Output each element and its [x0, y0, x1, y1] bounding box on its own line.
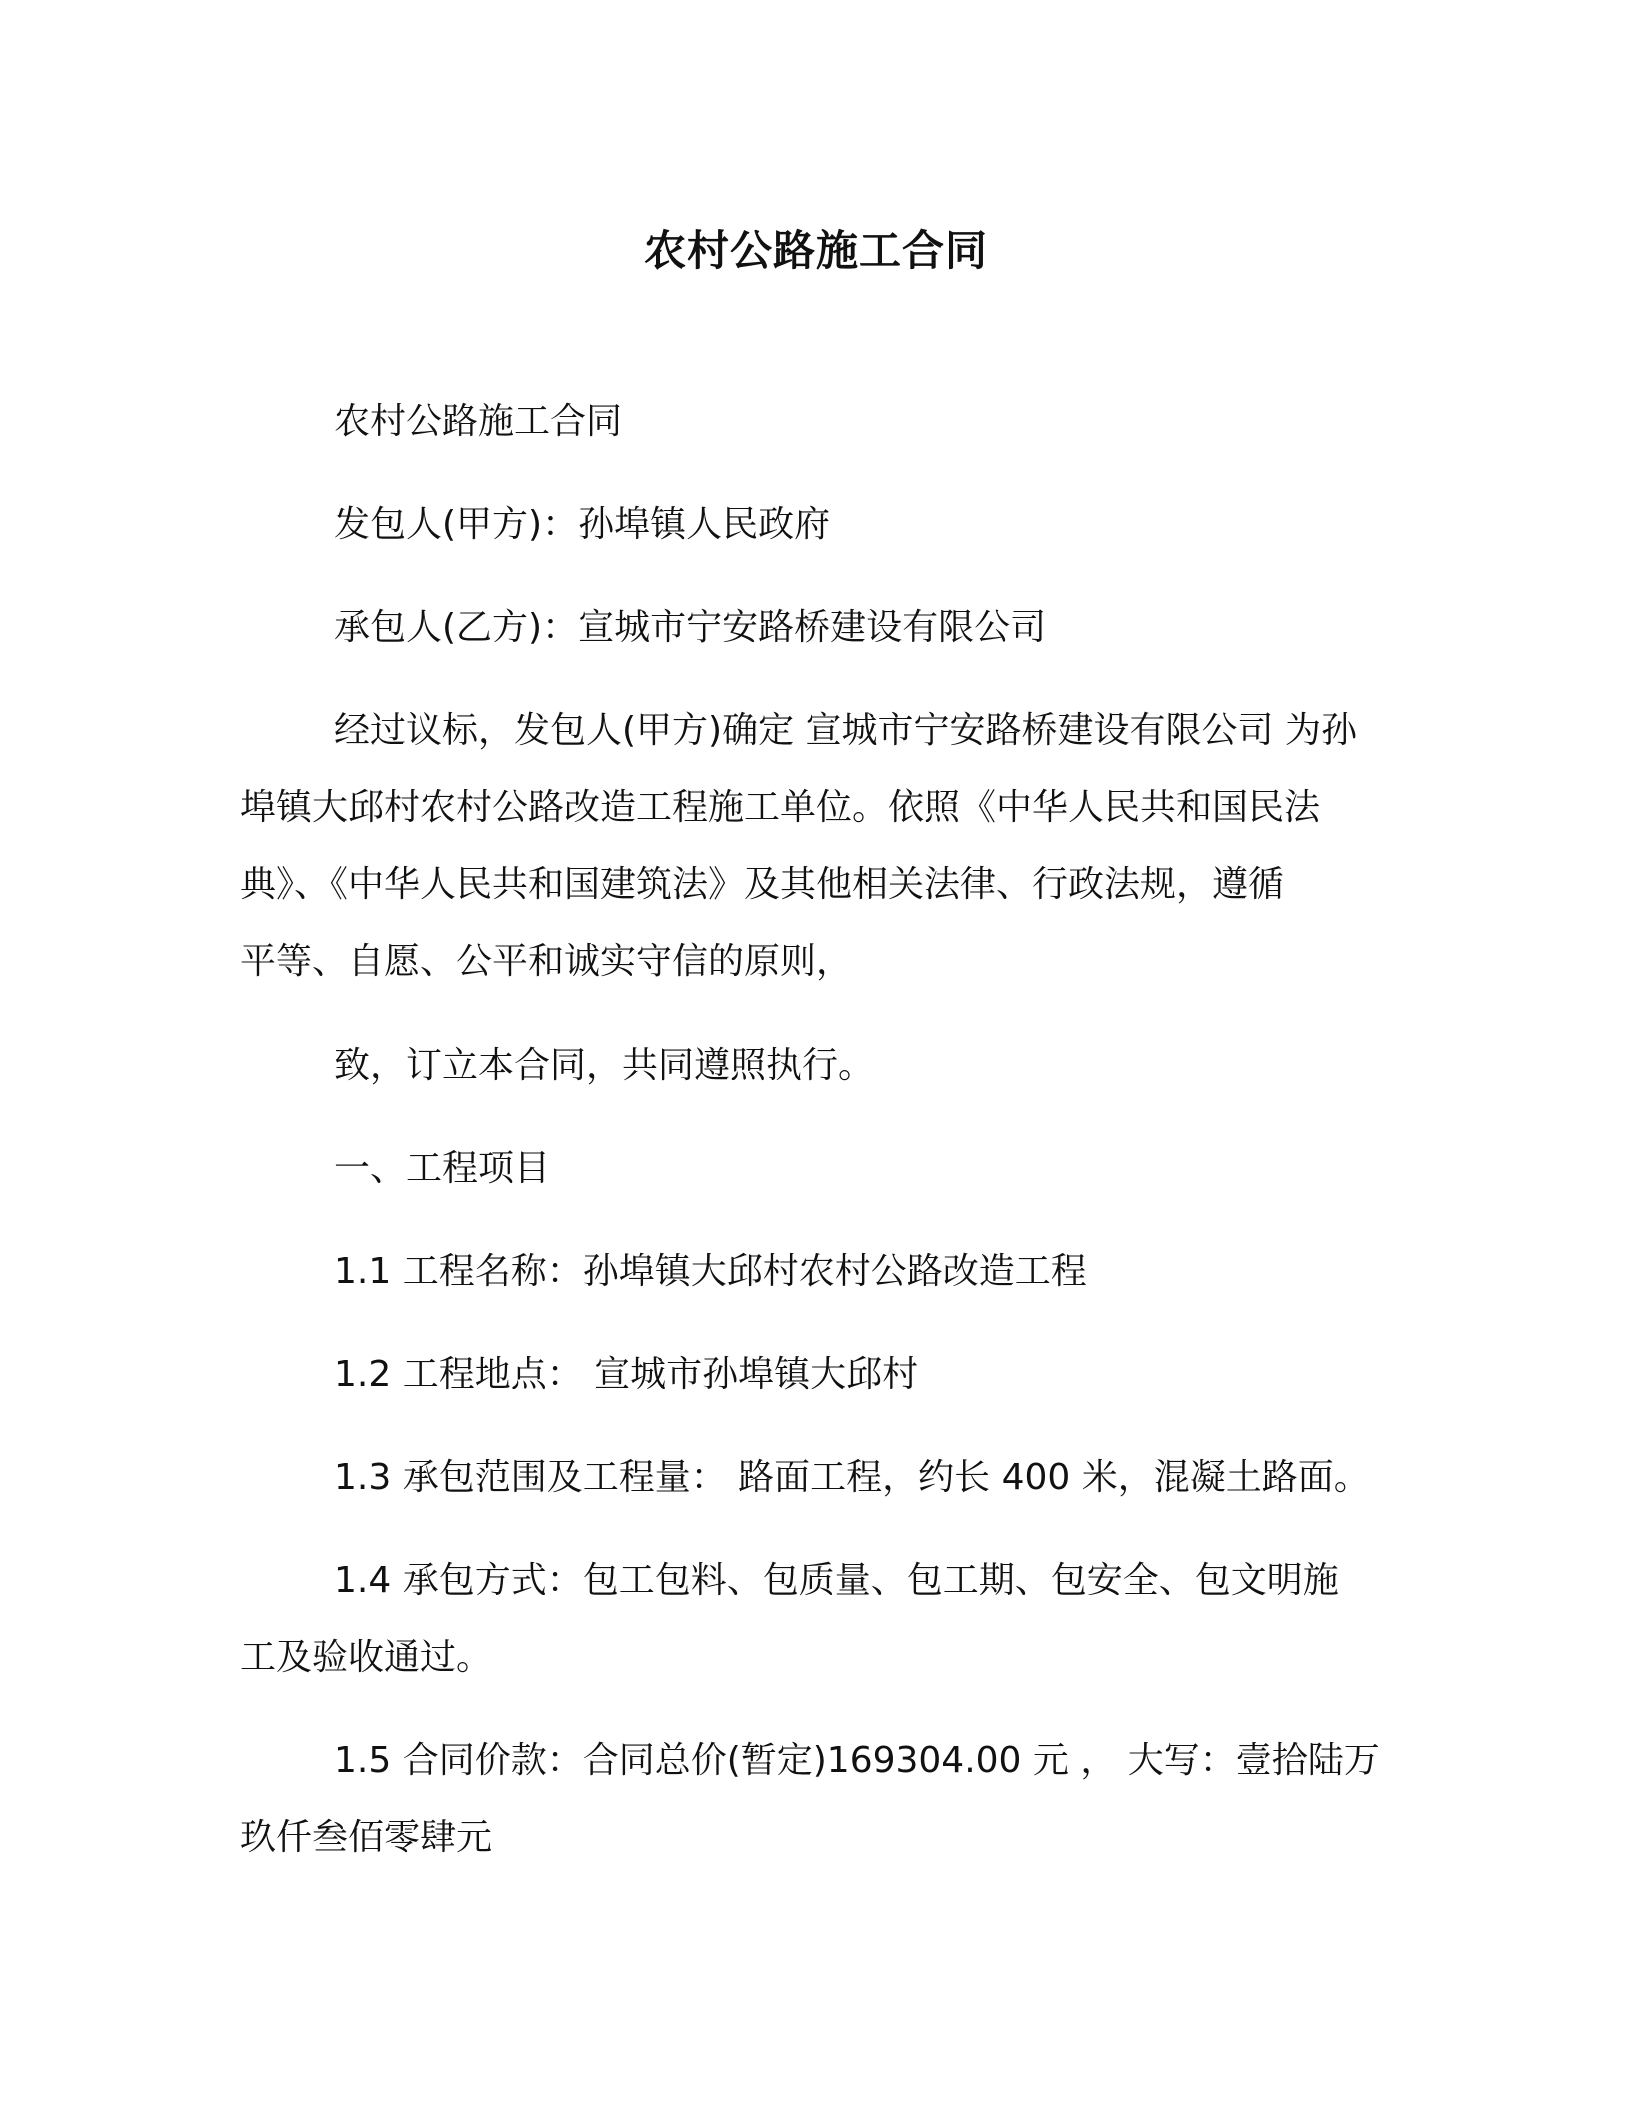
clause-1-2-text: 1.2 工程地点： 宣城市孙埠镇大邱村 [334, 1354, 919, 1395]
paragraph-intro [240, 692, 1390, 1000]
clause-1-5-line-1: 1.5 合同价款：合同总价(暂定)169304.00 元 ， 大写：壹拾陆万 [334, 1740, 1380, 1781]
clause-1-4 [240, 1542, 1390, 1696]
agree-text: 致，订立本合同，共同遵照执行。 [334, 1045, 875, 1086]
party-a-text: 发包人(甲方)：孙埠镇人民政府 [334, 504, 831, 545]
intro-line-3: 典》、《中华人民共和国建筑法》及其他相关法律、行政法规，遵循 [240, 864, 1285, 905]
section-1-title: 一、工程项目 [334, 1148, 551, 1189]
clause-1-5-line-2: 玖仟叁佰零肆元 [240, 1817, 493, 1858]
intro-line-1: 经过议标，发包人(甲方)确定 宣城市宁安路桥建设有限公司 为孙 [334, 710, 1357, 751]
document-title: 农村公路施工合同 [643, 226, 988, 275]
paragraph-party-b [240, 589, 1390, 666]
clause-1-3-text: 1.3 承包范围及工程量： 路面工程，约长 400 米，混凝土路面。 [334, 1457, 1370, 1498]
clause-1-5 [240, 1722, 1390, 1876]
clause-1-2 [240, 1336, 1390, 1413]
clause-1-4-line-2: 工及验收通过。 [240, 1637, 493, 1678]
intro-line-4: 平等、自愿、公平和诚实守信的原则， [240, 941, 853, 982]
clause-1-1-text: 1.1 工程名称：孙埠镇大邱村农村公路改造工程 [334, 1251, 1087, 1292]
clause-1-4-line-1: 1.4 承包方式：包工包料、包质量、包工期、包安全、包文明施 [334, 1560, 1339, 1601]
paragraph-agree [240, 1027, 1390, 1104]
clause-1-1 [240, 1233, 1390, 1310]
paragraph-subtitle [240, 383, 1390, 460]
paragraph-party-a [240, 486, 1390, 563]
intro-line-2: 埠镇大邱村农村公路改造工程施工单位。依照《中华人民共和国民法 [240, 787, 1321, 828]
party-b-text: 承包人(乙方)：宣城市宁安路桥建设有限公司 [334, 607, 1047, 648]
section-heading-1 [240, 1130, 1390, 1207]
subtitle-text: 农村公路施工合同 [334, 401, 623, 442]
clause-1-3 [240, 1439, 1390, 1516]
